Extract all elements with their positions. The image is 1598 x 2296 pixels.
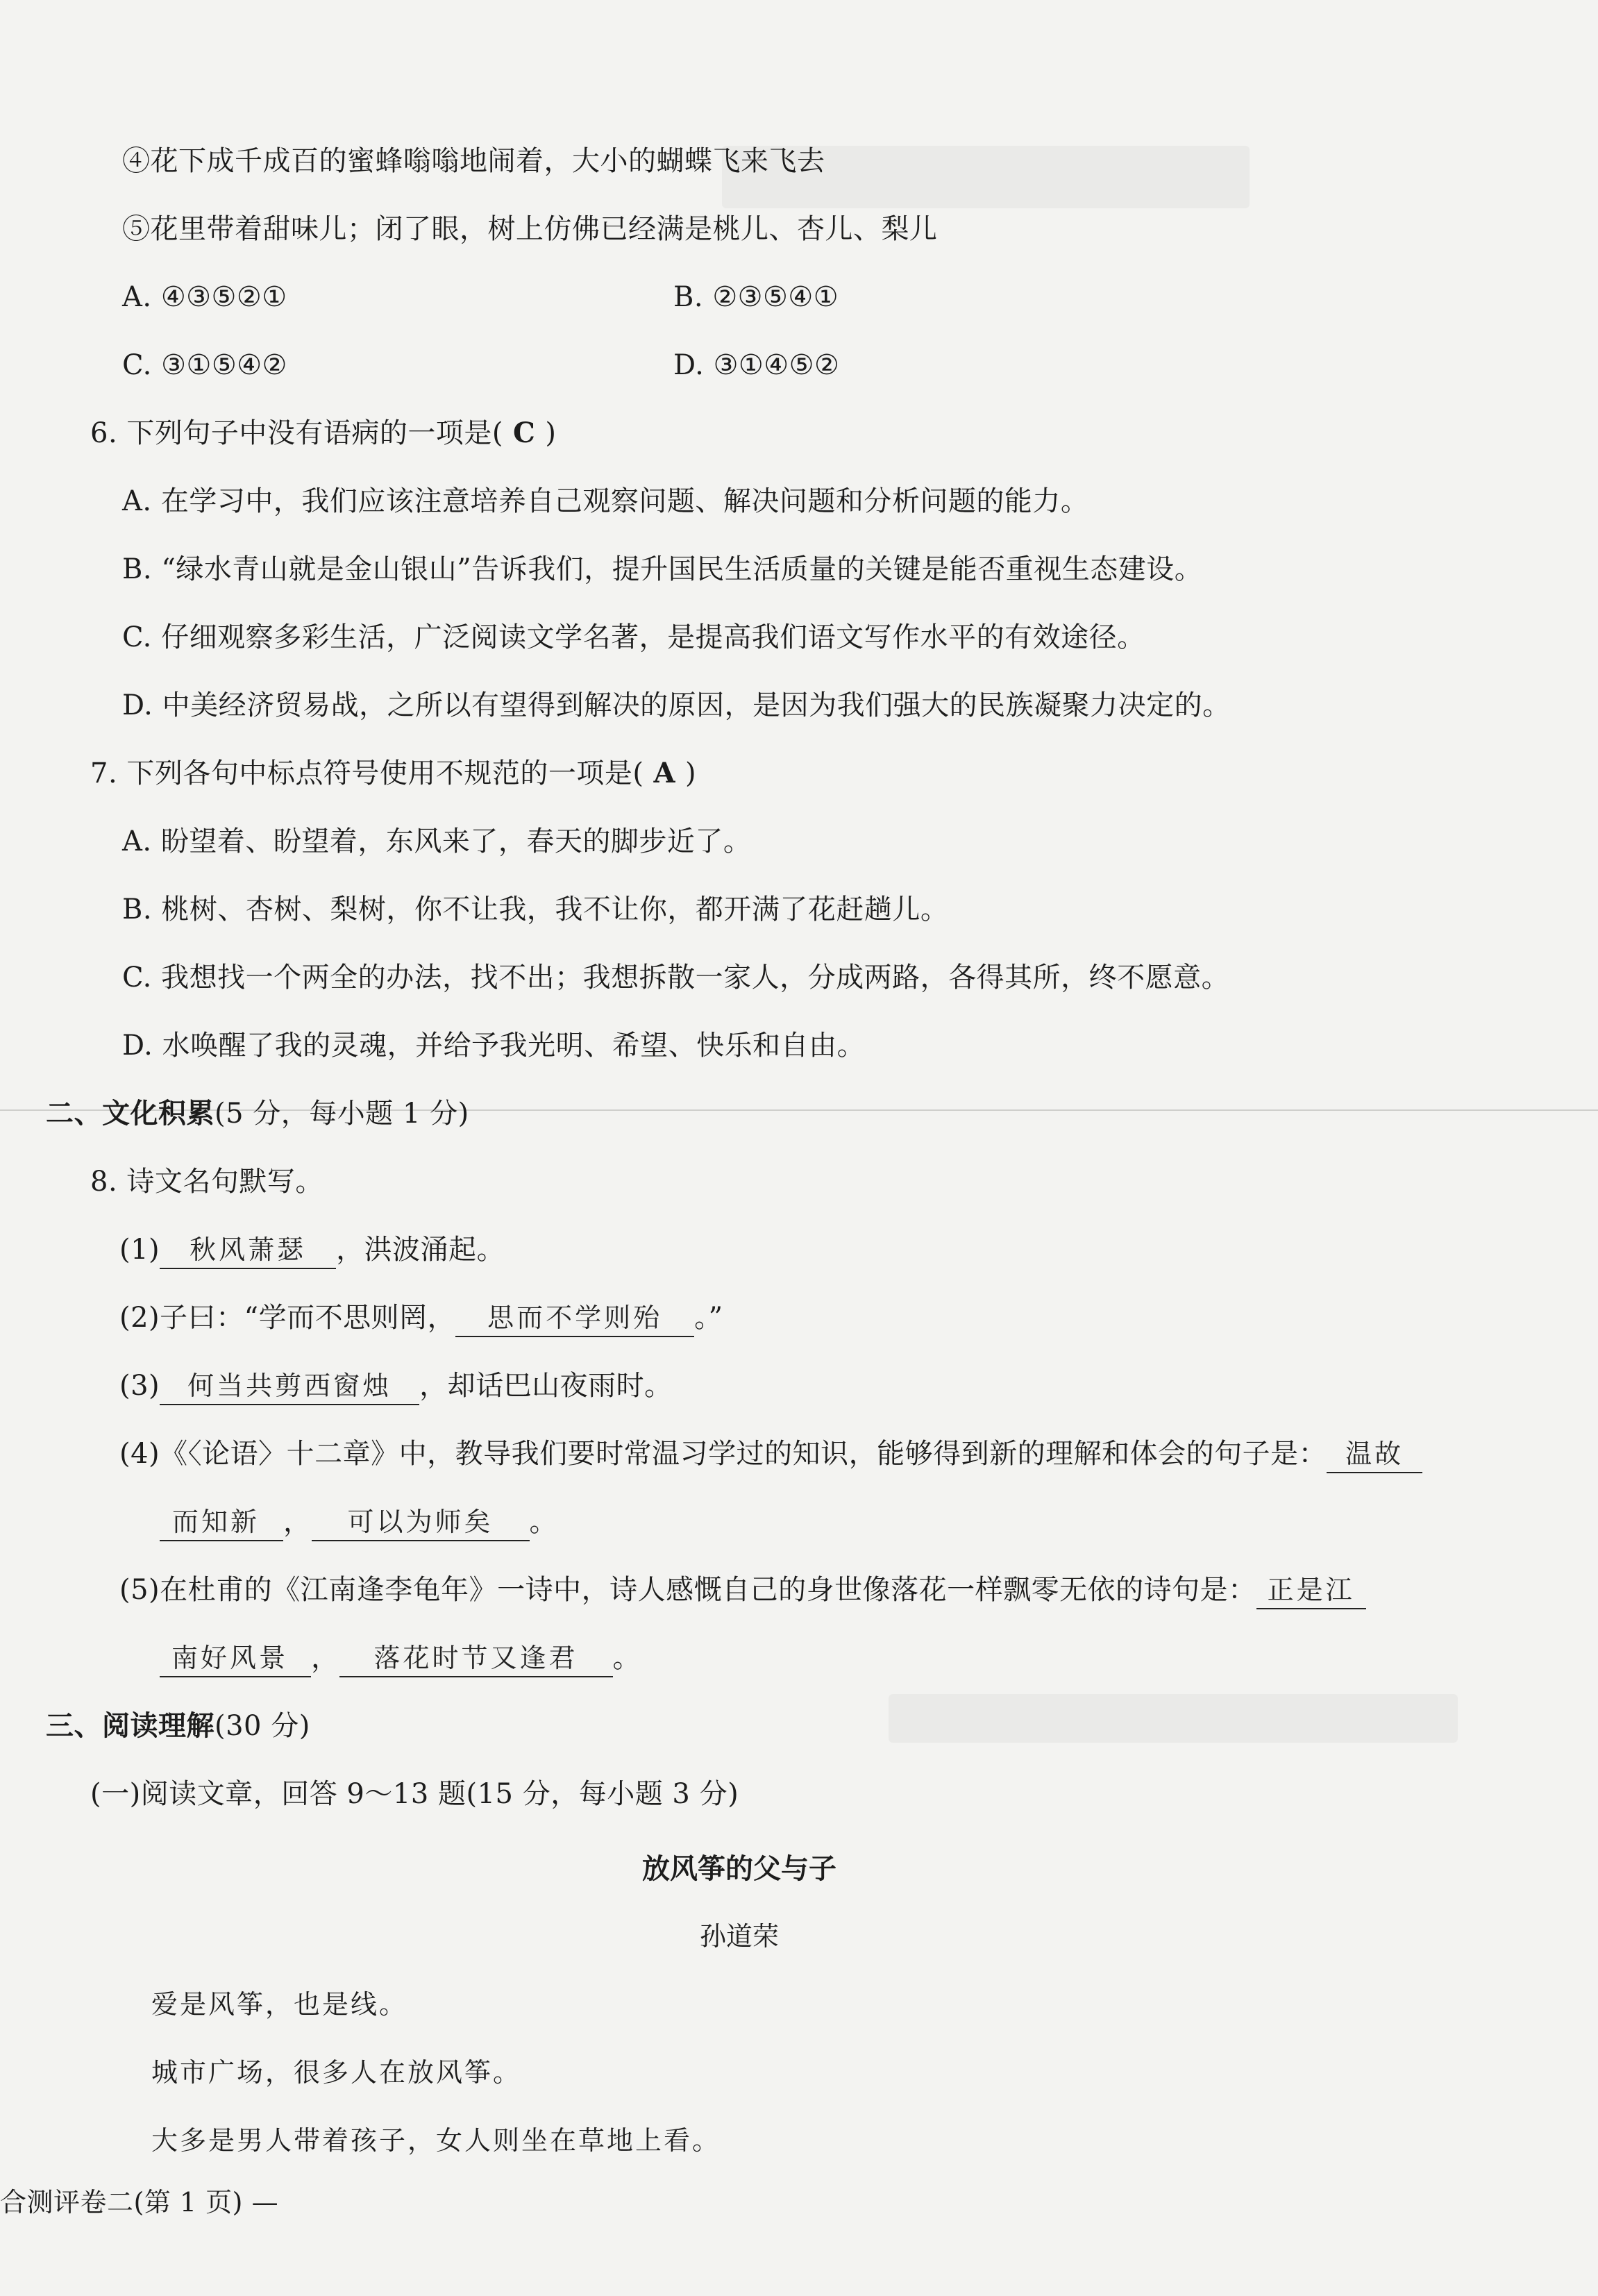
q5-option-b: B. ②③⑤④① <box>673 281 839 313</box>
q7-stem <box>90 757 696 790</box>
q8-answer-blank-3: 何当共剪西窗烛 <box>160 1369 419 1405</box>
q5-option-c: C. ③①⑤④② <box>122 349 287 381</box>
q7-option-a: A. 盼望着、盼望着，东风来了，春天的脚步近了。 <box>122 826 752 857</box>
article-paragraph: 城市广场，很多人在放风筝。 <box>151 2057 522 2088</box>
q6-option-c: C. 仔细观察多彩生活，广泛阅读文学名著，是提高我们语文写作水平的有效途径。 <box>122 621 1145 653</box>
q8-line-5 <box>119 1573 1366 1609</box>
q6-stem-text: 6. 下列句子中没有语病的一项是( <box>90 417 503 449</box>
section-3-heading <box>46 1709 310 1743</box>
q8-line-4-end: 。 <box>529 1506 557 1538</box>
q8-line-1 <box>119 1233 505 1269</box>
article-author: 孙道荣 <box>699 1921 779 1952</box>
q7-answer: A <box>653 757 676 789</box>
q7-stem-close: ) <box>685 757 697 789</box>
article-paragraph: 爱是风筝，也是线。 <box>151 1989 408 2020</box>
q8-line-1-num: (1) <box>119 1234 160 1266</box>
q8-answer-blank-5c: 落花时节又逢君 <box>339 1641 613 1677</box>
q6-option-d: D. 中美经济贸易战，之所以有望得到解决的原因，是因为我们强大的民族凝聚力决定的。 <box>122 689 1231 721</box>
q8-answer-blank-4c: 可以为师矣 <box>312 1505 530 1541</box>
q8-line-5-comma: ， <box>311 1642 339 1674</box>
q7-option-b: B. 桃树、杏树、梨树，你不让我，我不让你，都开满了花赶趟儿。 <box>122 894 949 925</box>
q8-line-4-text: (4)《〈论语〉十二章》中，教导我们要时常温习学过的知识，能够得到新的理解和体会的句子是： <box>119 1438 1327 1470</box>
q6-option-b: B. “绿水青山就是金山银山”告诉我们，提升国民生活质量的关键是能否重视生态建设。 <box>122 553 1203 585</box>
section-2-score-note: (5 分，每小题 1 分) <box>215 1098 469 1130</box>
reading-part-1-instruction: (一)阅读文章，回答 9～13 题(15 分，每小题 3 分) <box>90 1778 739 1810</box>
q8-line-4-cont <box>160 1505 557 1541</box>
q7-stem-text: 7. 下列各句中标点符号使用不规范的一项是( <box>90 757 644 789</box>
q8-line-3 <box>119 1369 673 1405</box>
q8-answer-blank-4b: 而知新 <box>160 1505 283 1541</box>
article-paragraph: 大多是男人带着孩子，女人则坐在草地上看。 <box>151 2125 721 2156</box>
q6-answer: C <box>512 417 536 449</box>
sequence-item-4: ④花下成千成百的蜜蜂嗡嗡地闹着，大小的蝴蝶飞来飞去 <box>122 145 825 177</box>
q8-answer-blank-2: 思而不学则殆 <box>455 1301 694 1337</box>
q8-line-2-text: (2)子曰：“学而不思则罔， <box>119 1302 456 1334</box>
q8-line-4-comma: ， <box>283 1506 312 1538</box>
q8-answer-blank-5a: 正是江 <box>1256 1573 1366 1609</box>
page-footer: 合测评卷二(第 1 页) — <box>0 2187 279 2218</box>
q8-line-2-end: 。” <box>694 1302 723 1334</box>
q5-option-a: A. ④③⑤②① <box>122 281 287 313</box>
q8-stem: 8. 诗文名句默写。 <box>90 1166 323 1198</box>
section-2-title: 二、文化积累 <box>46 1097 215 1130</box>
q8-line-1-text: ，洪波涌起。 <box>336 1234 505 1266</box>
q8-line-2 <box>119 1301 723 1337</box>
q7-option-c: C. 我想找一个两全的办法，找不出；我想拆散一家人，分成两路，各得其所，终不愿意。 <box>122 962 1230 994</box>
q6-option-a: A. 在学习中，我们应该注意培养自己观察问题、解决问题和分析问题的能力。 <box>122 485 1089 517</box>
scan-smudge <box>889 1694 1458 1743</box>
q8-answer-blank-5b: 南好风景 <box>160 1641 311 1677</box>
q8-line-5-end: 。 <box>612 1642 641 1674</box>
q8-line-4 <box>119 1437 1422 1473</box>
q6-stem <box>90 417 556 450</box>
q8-line-5-cont <box>160 1641 641 1677</box>
section-3-score-note: (30 分) <box>215 1710 310 1742</box>
q8-line-3-num: (3) <box>119 1370 160 1402</box>
q8-answer-blank-1: 秋风萧瑟 <box>160 1233 336 1269</box>
article-title: 放风筝的父与子 <box>642 1852 836 1885</box>
q6-stem-close: ) <box>545 417 557 449</box>
section-3-title: 三、阅读理解 <box>46 1709 215 1742</box>
q8-line-5-text: (5)在杜甫的《江南逢李龟年》一诗中，诗人感慨自己的身世像落花一样飘零无依的诗句是： <box>119 1574 1256 1606</box>
q7-option-d: D. 水唤醒了我的灵魂，并给予我光明、希望、快乐和自由。 <box>122 1030 866 1062</box>
q8-line-3-text: ，却话巴山夜雨时。 <box>419 1370 673 1402</box>
q8-answer-blank-4a: 温故 <box>1327 1437 1422 1473</box>
q5-option-d: D. ③①④⑤② <box>673 349 840 381</box>
sequence-item-5: ⑤花里带着甜味儿；闭了眼，树上仿佛已经满是桃儿、杏儿、梨儿 <box>122 213 938 245</box>
section-2-heading <box>46 1097 469 1130</box>
